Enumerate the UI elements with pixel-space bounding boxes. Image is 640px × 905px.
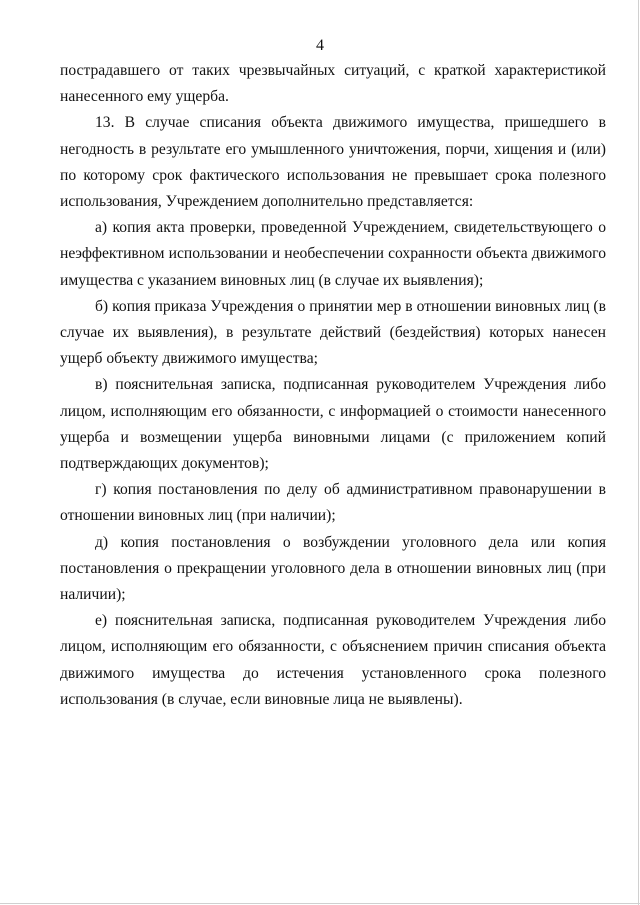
scan-edge-right: [638, 0, 639, 905]
paragraph-subitem-b: б) копия приказа Учреждения о принятии мер в отношении виновных лиц (в случае их выявления), в результате действий (бездействия) которых нанесен ущерб объекту движимого имущества;: [60, 297, 606, 368]
paragraph-subitem-d: д) копия постановления о возбуждении уголовного дела или копия постановления о прекращении уголовного дела в отношении виновных лиц (при наличии);: [60, 533, 606, 604]
paragraph-subitem-g: г) копия постановления по делу об административном правонарушении в отношении виновных лиц (при наличии);: [60, 481, 606, 525]
paragraph-continuation: пострадавшего от таких чрезвычайных ситуаций, с краткой характеристикой нанесенного ему ущерба.: [60, 62, 606, 106]
paragraph-subitem-e: е) пояснительная записка, подписанная руководителем Учреждения либо лицом, исполняющим его обязанности, с объяснением причин списания объекта движимого имущества до истечения установленного срока полезного использования (в случае, если виновные лица не выявлены).: [60, 612, 606, 708]
document-body: [60, 58, 606, 713]
page-number: 4: [316, 37, 324, 54]
scan-edge-bottom: [0, 903, 640, 904]
paragraph-subitem-a: а) копия акта проверки, проведенной Учреждением, свидетельствующего о неэффективном использовании и необеспечении сохранности объекта движимого имущества с указанием виновных лиц (в случае их выявления);: [60, 219, 606, 289]
paragraph-item-13: 13. В случае списания объекта движимого имущества, пришедшего в негодность в результате его умышленного уничтожения, порчи, хищения и (или) по которому срок фактического использования не превышает срока полезного использования, Учреждением дополнительно представляется:: [60, 114, 606, 211]
paragraph-subitem-v: в) пояснительная записка, подписанная руководителем Учреждения либо лицом, исполняющим его обязанности, с информацией о стоимости нанесенного ущерба и возмещении ущерба виновными лицами (с приложением копий подтверждающих документов);: [60, 376, 606, 473]
